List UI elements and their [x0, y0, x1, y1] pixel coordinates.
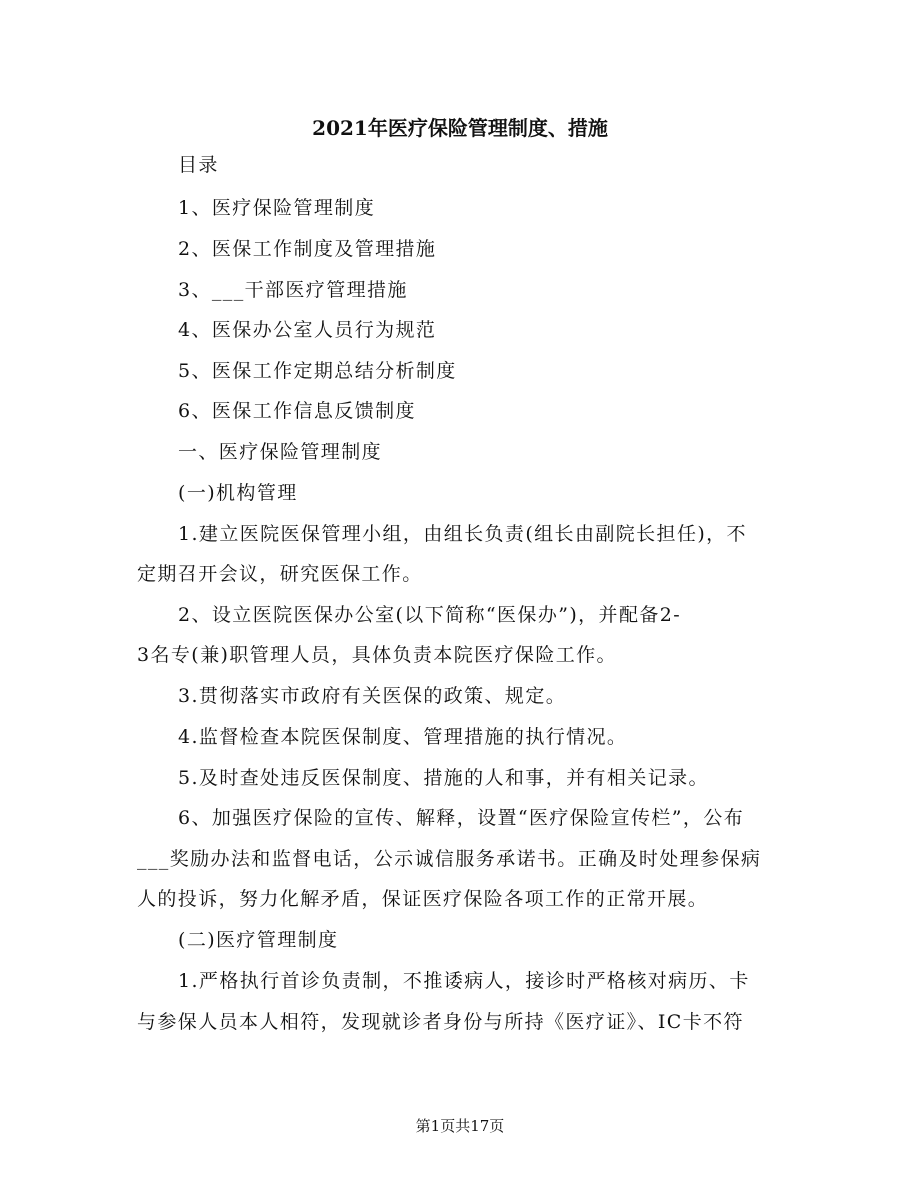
paragraph-line: ___奖励办法和监督电话，公示诚信服务承诺书。正确及时处理参保病: [137, 848, 762, 870]
paragraph-line: 5.及时查处违反医保制度、措施的人和事，并有相关记录。: [178, 767, 709, 789]
paragraph-line: 3名专(兼)职管理人员，具体负责本院医疗保险工作。: [137, 644, 617, 666]
paragraph-line: 6、加强医疗保险的宣传、解释，设置“医疗保险宣传栏”，公布: [178, 807, 745, 829]
toc-heading: 目录: [178, 154, 219, 176]
toc-item-1: 1、医疗保险管理制度: [178, 197, 376, 219]
paragraph-line: 2、设立医院医保办公室(以下简称“医保办”)，并配备2-: [178, 604, 682, 626]
paragraph-line: 定期召开会议，研究医保工作。: [137, 563, 423, 585]
toc-item-5: 5、医保工作定期总结分析制度: [178, 360, 457, 382]
toc-item-6: 6、医保工作信息反馈制度: [178, 400, 416, 422]
toc-item-4: 4、医保办公室人员行为规范: [178, 319, 437, 341]
section-heading-1: 一、医疗保险管理制度: [178, 441, 383, 463]
paragraph-line: 与参保人员本人相符，发现就诊者身份与所持《医疗证》、IC卡不符: [137, 1011, 744, 1033]
paragraph-line: 1.严格执行首诊负责制，不推诿病人，接诊时严格核对病历、卡: [178, 970, 750, 992]
toc-item-2: 2、医保工作制度及管理措施: [178, 238, 437, 260]
paragraph-line: 人的投诉，努力化解矛盾，保证医疗保险各项工作的正常开展。: [137, 888, 709, 910]
paragraph-line: 4.监督检查本院医保制度、管理措施的执行情况。: [178, 726, 628, 748]
document-title: 2021年医疗保险管理制度、措施: [312, 116, 608, 140]
page-number-footer: 第1页共17页: [415, 1117, 505, 1135]
subsection-heading-1: (一)机构管理: [178, 482, 298, 504]
toc-item-3: 3、___干部医疗管理措施: [178, 279, 408, 301]
paragraph-line: 1.建立医院医保管理小组，由组长负责(组长由副院长担任)，不: [178, 523, 747, 545]
subsection-heading-2: (二)医疗管理制度: [178, 929, 339, 951]
paragraph-line: 3.贯彻落实市政府有关医保的政策、规定。: [178, 685, 567, 707]
